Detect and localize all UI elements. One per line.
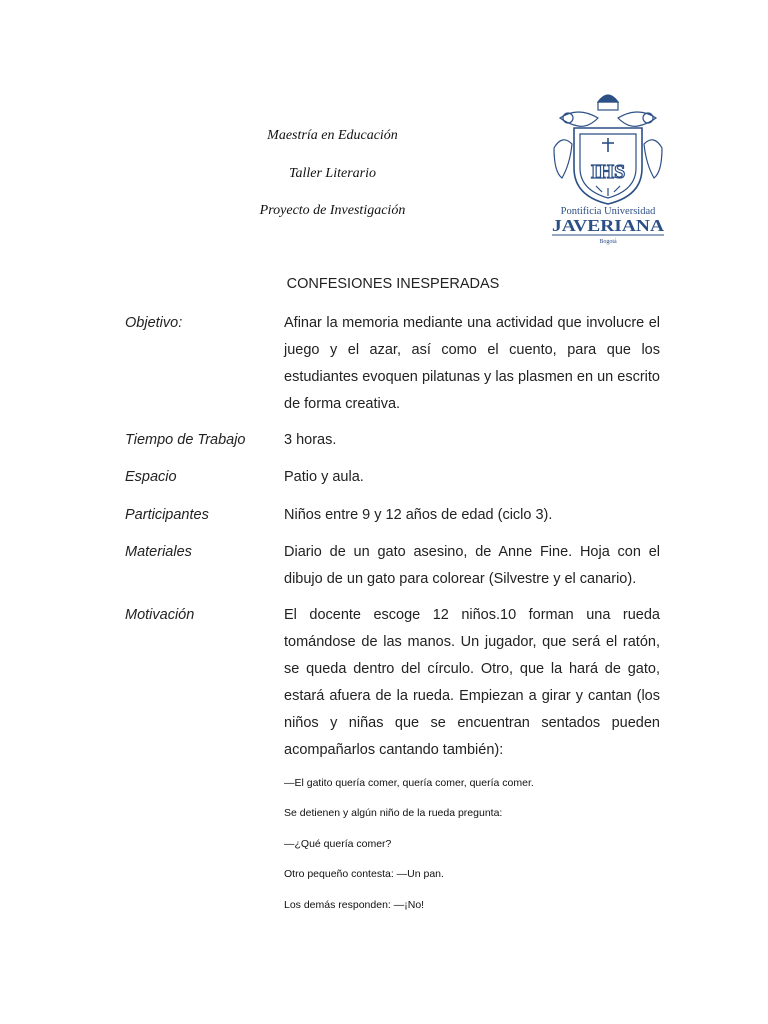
university-logo <box>548 88 668 246</box>
logo-emblem-text: IHS <box>590 161 626 183</box>
logo-city: Bogotá <box>599 239 617 245</box>
value-objetivo: Afinar la memoria mediante una actividad que involucre el juego y el azar, así como el cuento, para que los estudiantes evoquen pilatunas y las plasmen en un escrito de forma creativa. <box>284 315 660 412</box>
dialogue-line: Los demás responden: —¡No! <box>284 899 425 911</box>
label-tiempo: Tiempo de Trabajo <box>125 432 246 448</box>
document-title: CONFESIONES INESPERADAS <box>286 276 500 292</box>
value-motivacion: El docente escoge 12 niños.10 forman una rueda tomándose de las manos. Un jugador, que será el ratón, se queda dentro del círculo. Otro, que la hará de gato, estará afuera de la rueda. Empiezan a girar y cantan (los niños y niñas que se encuentran sentados pueden acompañarlos cantando también): <box>284 607 660 758</box>
label-espacio: Espacio <box>125 469 177 485</box>
logo-name-line1: Pontificia Universidad <box>560 206 656 217</box>
label-participantes: Participantes <box>125 507 209 523</box>
value-participantes: Niños entre 9 y 12 años de edad (ciclo 3). <box>284 507 553 523</box>
label-materiales: Materiales <box>125 544 192 560</box>
dialogue-line: Otro pequeño contesta: —Un pan. <box>284 868 444 880</box>
label-objetivo: Objetivo: <box>125 315 183 331</box>
value-espacio: Patio y aula. <box>284 469 364 485</box>
header-workshop: Taller Literario <box>288 166 376 181</box>
header-program: Maestría en Educación <box>267 128 398 143</box>
label-motivacion: Motivación <box>125 607 195 623</box>
dialogue-line: —¿Qué quería comer? <box>284 838 392 850</box>
value-materiales: Diario de un gato asesino, de Anne Fine. Hoja con el dibujo de un gato para colorear (Silvestre y el canario). <box>284 544 660 587</box>
header-project: Proyecto de Investigación <box>259 203 406 218</box>
dialogue-line: Se detienen y algún niño de la rueda pregunta: <box>284 807 503 819</box>
value-tiempo: 3 horas. <box>284 432 337 448</box>
dialogue-line: —El gatito quería comer, quería comer, quería comer. <box>284 777 534 789</box>
logo-name-line2: JAVERIANA <box>552 216 665 235</box>
